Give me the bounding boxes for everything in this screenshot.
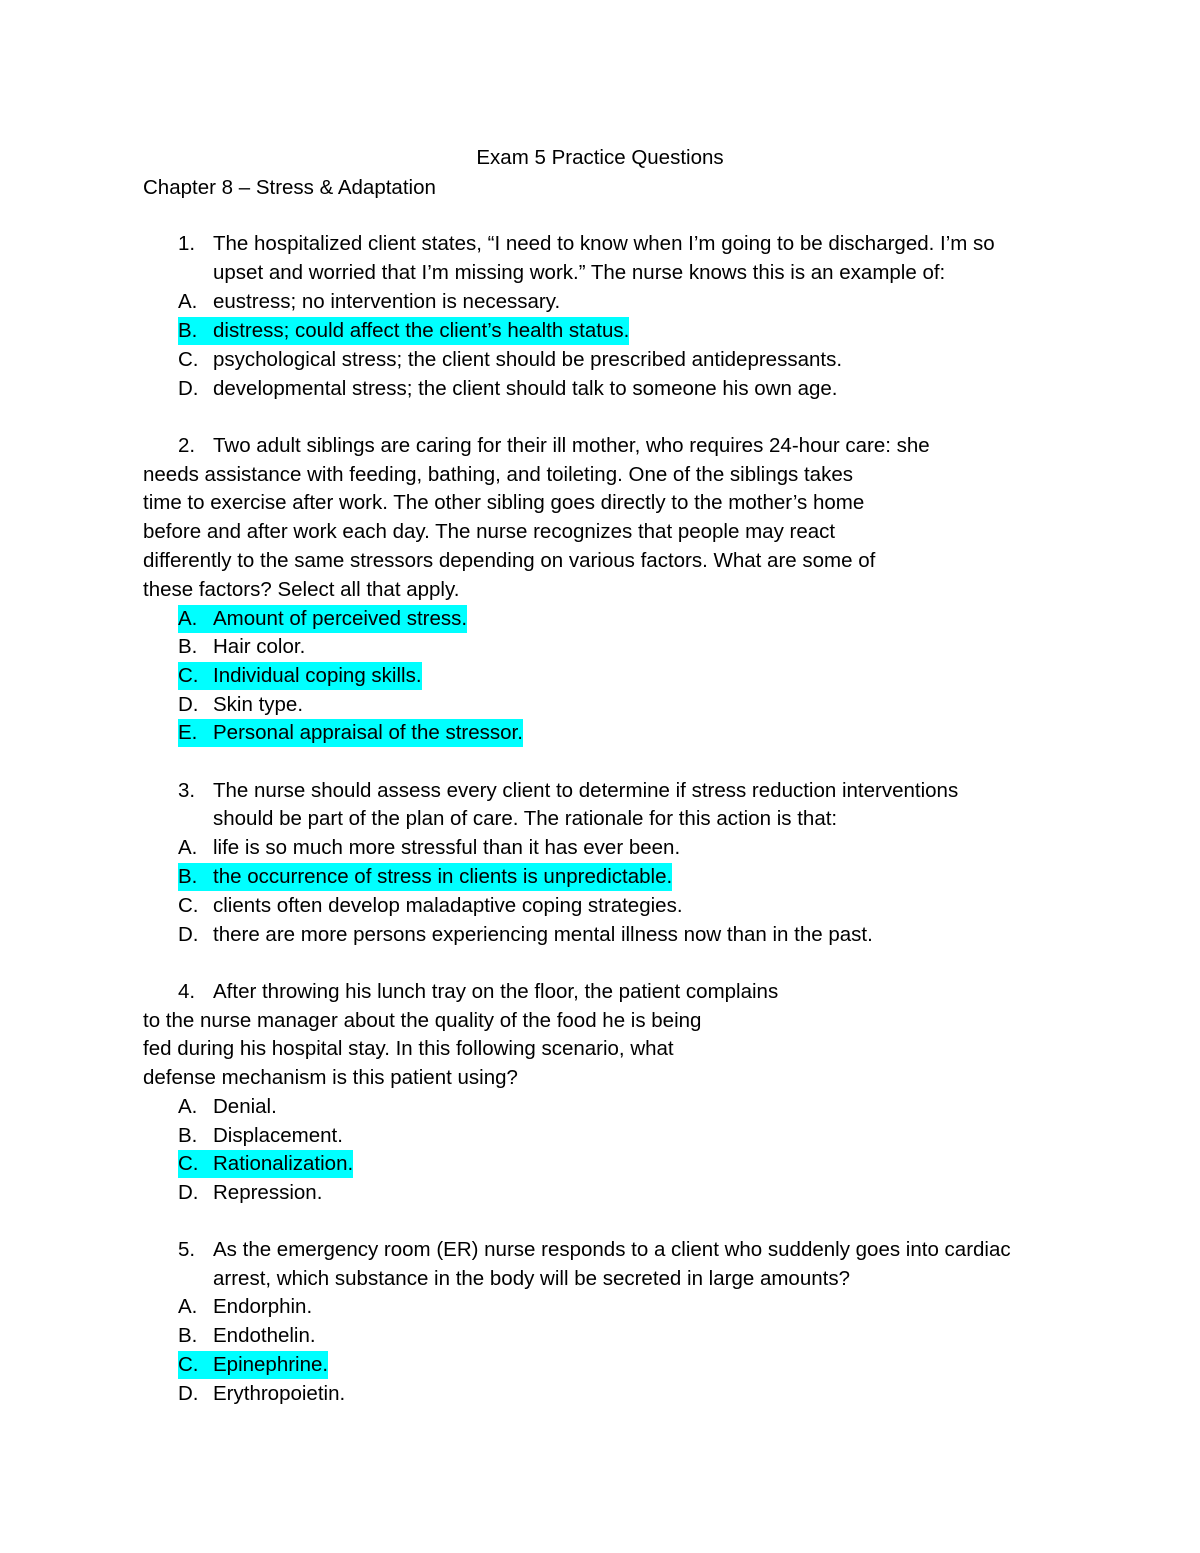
option-letter: E. xyxy=(178,721,198,744)
option-d xyxy=(178,921,873,949)
option-text: developmental stress; the client should talk to someone his own age. xyxy=(213,377,838,400)
option-letter: C. xyxy=(178,1152,199,1175)
option-letter: C. xyxy=(178,894,199,917)
question-text-line: differently to the same stressors depending on various factors. What are some of xyxy=(143,549,876,572)
option-text: Amount of perceived stress. xyxy=(213,607,468,630)
question-number: 2. xyxy=(178,434,196,457)
option-text: Denial. xyxy=(213,1095,277,1118)
option-c-highlighted xyxy=(178,1150,353,1178)
question-text-line: defense mechanism is this patient using? xyxy=(143,1066,518,1089)
option-text: life is so much more stressful than it has ever been. xyxy=(213,836,681,859)
question-text-line: The nurse should assess every client to determine if stress reduction interventions xyxy=(213,779,959,802)
option-a xyxy=(178,288,560,316)
question-number: 4. xyxy=(178,980,196,1003)
option-letter: D. xyxy=(178,923,199,946)
option-text: Endorphin. xyxy=(213,1295,313,1318)
question-number: 1. xyxy=(178,232,196,255)
option-c xyxy=(178,892,683,920)
option-text: Erythropoietin. xyxy=(213,1382,346,1405)
option-letter: A. xyxy=(178,1095,198,1118)
option-text: Skin type. xyxy=(213,693,304,716)
chapter-heading: Chapter 8 – Stress & Adaptation xyxy=(143,176,436,199)
option-d xyxy=(178,691,303,719)
option-text: Displacement. xyxy=(213,1124,343,1147)
option-a xyxy=(178,1293,312,1321)
option-letter: D. xyxy=(178,1181,199,1204)
option-text: Hair color. xyxy=(213,635,306,658)
option-c xyxy=(178,346,842,374)
question-text-line: Two adult siblings are caring for their ill mother, who requires 24-hour care: she xyxy=(213,434,930,457)
option-letter: A. xyxy=(178,607,198,630)
option-letter: A. xyxy=(178,836,198,859)
question-text-line: to the nurse manager about the quality of the food he is being xyxy=(143,1009,702,1032)
option-text: the occurrence of stress in clients is unpredictable. xyxy=(213,865,673,888)
question-text-line: fed during his hospital stay. In this following scenario, what xyxy=(143,1037,674,1060)
option-d xyxy=(178,375,837,403)
option-b xyxy=(178,633,305,661)
option-b-highlighted xyxy=(178,863,672,891)
option-letter: B. xyxy=(178,635,198,658)
option-letter: D. xyxy=(178,693,199,716)
question-text-line: After throwing his lunch tray on the floor, the patient complains xyxy=(213,980,779,1003)
option-a-highlighted xyxy=(178,605,467,633)
question-text-line: upset and worried that I’m missing work.” The nurse knows this is an example of: xyxy=(213,261,946,284)
option-text: Epinephrine. xyxy=(213,1353,329,1376)
option-text: clients often develop maladaptive coping strategies. xyxy=(213,894,683,917)
option-text: Personal appraisal of the stressor. xyxy=(213,721,523,744)
option-a xyxy=(178,834,680,862)
question-text-line: time to exercise after work. The other sibling goes directly to the mother’s home xyxy=(143,491,865,514)
question-number: 5. xyxy=(178,1238,196,1261)
option-letter: A. xyxy=(178,1295,198,1318)
option-letter: C. xyxy=(178,1353,199,1376)
option-b xyxy=(178,1122,343,1150)
question-text-line: The hospitalized client states, “I need to know when I’m going to be discharged. I’m so xyxy=(213,232,995,255)
option-b-highlighted xyxy=(178,317,629,345)
option-text: there are more persons experiencing mental illness now than in the past. xyxy=(213,923,873,946)
option-text: Repression. xyxy=(213,1181,323,1204)
option-e-highlighted xyxy=(178,719,523,747)
option-text: eustress; no intervention is necessary. xyxy=(213,290,561,313)
option-text: psychological stress; the client should be prescribed antidepressants. xyxy=(213,348,843,371)
option-letter: A. xyxy=(178,290,198,313)
option-d xyxy=(178,1380,345,1408)
question-text-line: As the emergency room (ER) nurse responds to a client who suddenly goes into cardiac xyxy=(213,1238,1011,1261)
option-letter: B. xyxy=(178,1124,198,1147)
option-letter: D. xyxy=(178,377,199,400)
question-text-line: these factors? Select all that apply. xyxy=(143,578,460,601)
document-title: Exam 5 Practice Questions xyxy=(476,146,724,169)
option-c-highlighted xyxy=(178,662,422,690)
option-text: Endothelin. xyxy=(213,1324,316,1347)
option-d xyxy=(178,1179,322,1207)
question-text-line: needs assistance with feeding, bathing, and toileting. One of the siblings takes xyxy=(143,463,853,486)
option-letter: C. xyxy=(178,664,199,687)
option-letter: B. xyxy=(178,1324,198,1347)
question-text-line: arrest, which substance in the body will be secreted in large amounts? xyxy=(213,1267,850,1290)
question-text-line: before and after work each day. The nurse recognizes that people may react xyxy=(143,520,836,543)
option-c-highlighted xyxy=(178,1351,328,1379)
option-letter: D. xyxy=(178,1382,199,1405)
option-a xyxy=(178,1093,277,1121)
option-letter: B. xyxy=(178,319,198,342)
option-letter: B. xyxy=(178,865,198,888)
option-letter: C. xyxy=(178,348,199,371)
option-text: Rationalization. xyxy=(213,1152,354,1175)
question-text-line: should be part of the plan of care. The rationale for this action is that: xyxy=(213,807,838,830)
option-text: Individual coping skills. xyxy=(213,664,422,687)
question-number: 3. xyxy=(178,779,196,802)
option-text: distress; could affect the client’s health status. xyxy=(213,319,630,342)
option-b xyxy=(178,1322,316,1350)
